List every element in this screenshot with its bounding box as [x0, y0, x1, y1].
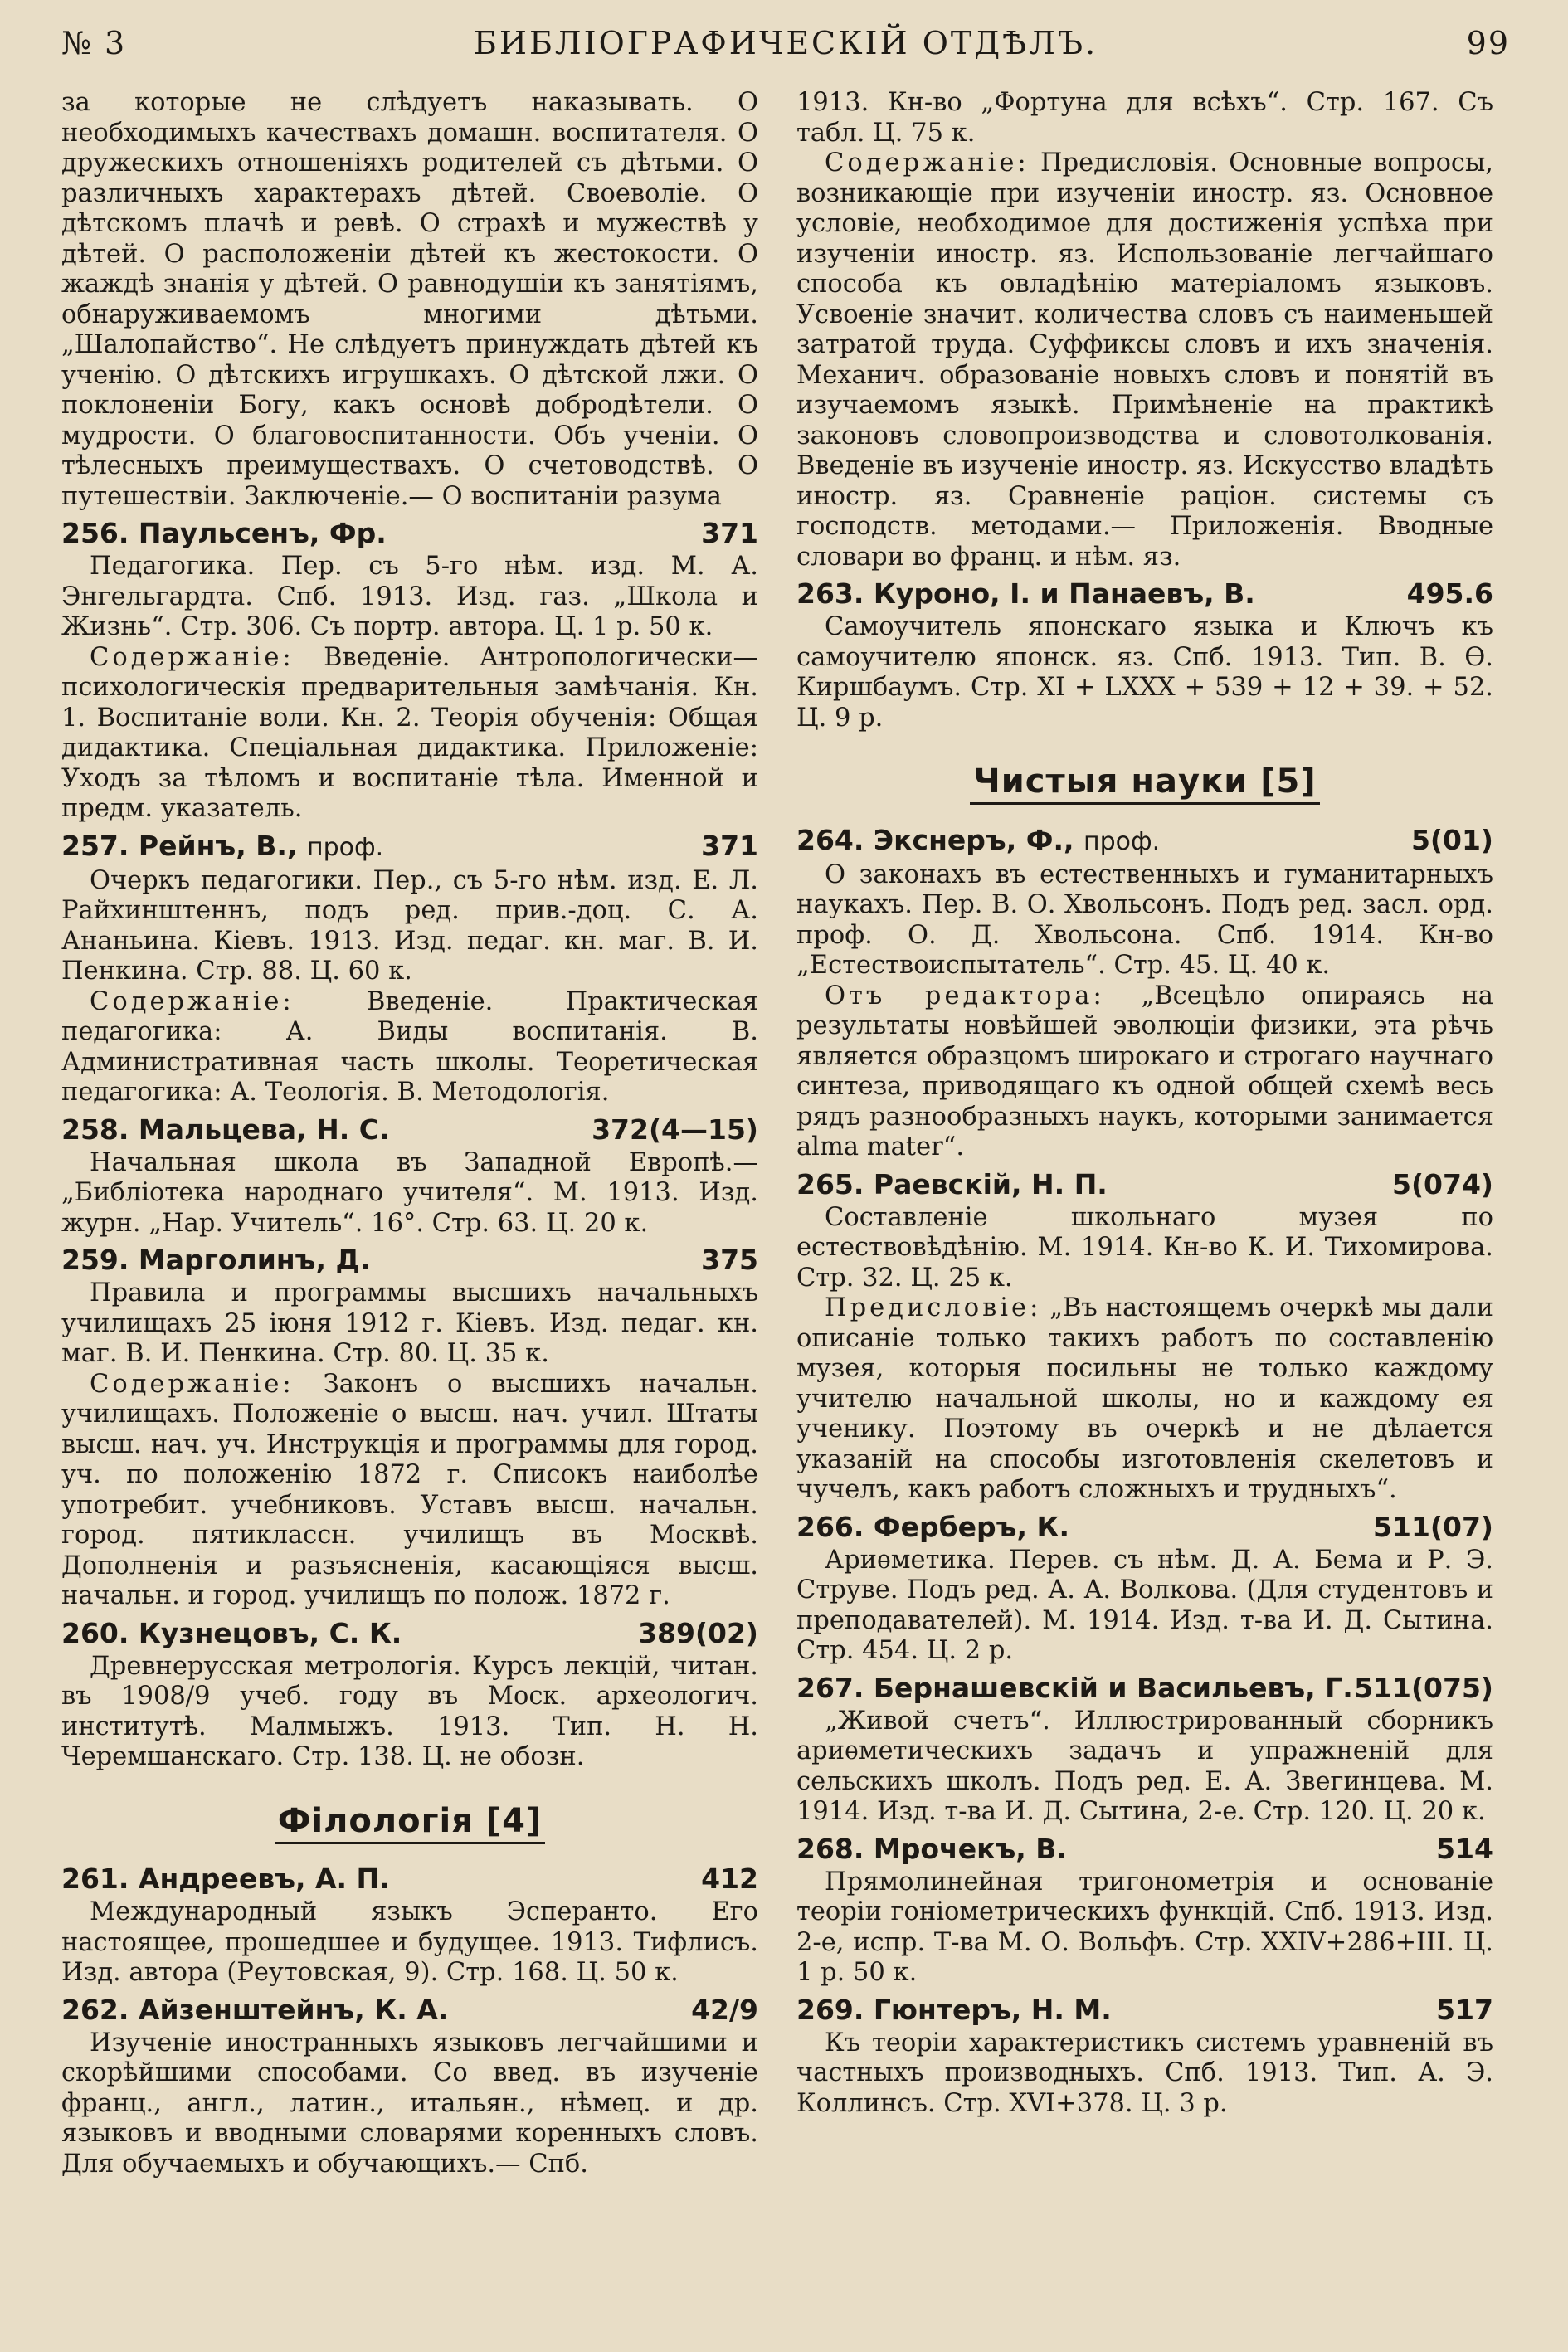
entry-author: 265. Раевскій, Н. П. — [796, 1167, 1108, 1200]
entry-author: 262. Айзенштейнъ, К. А. — [61, 1993, 449, 2026]
entry-author — [61, 828, 383, 866]
entry-heading — [796, 1831, 1493, 1867]
entry-author: 256. Паульсенъ, Фр. — [61, 517, 387, 549]
running-header — [61, 25, 1510, 83]
entry-author-name: 257. Рейнъ, В., — [61, 829, 298, 862]
contents-label: Содержаніе: — [90, 986, 295, 1016]
entry-code: 5(01) — [1410, 823, 1493, 856]
entry-contents — [61, 643, 758, 825]
entry-text: Очеркъ педагогики. Пер., съ 5-го нѣм. изд. Е. Л. Райхинштеннъ, подъ ред. прив.-доц. С. А. Ананьина. Кіевъ. 1913. Изд. педаг. кн. маг. В. И. Пенкина. Стр. 88. Ц. 60 к. — [61, 865, 758, 986]
entry-heading — [61, 1992, 758, 2028]
entry-author: 266. Ферберъ, К. — [796, 1510, 1070, 1543]
entry-heading — [61, 1861, 758, 1897]
section-heading — [61, 1801, 758, 1840]
entry-heading — [61, 1615, 758, 1652]
entry-author-title: проф. — [306, 832, 384, 862]
issue-number: № 3 — [61, 25, 127, 61]
entry-contents — [796, 981, 1493, 1163]
entry-code: 389(02) — [638, 1616, 758, 1649]
entry-author-name: 264. Экснеръ, Ф., — [796, 823, 1074, 856]
contents-text: Предисловія. Основные вопросы, возникающіе при изученіи иностр. яз. Основное условіе, необходимое для достиженія успѣха при изученіи иностр. яз. Использованіе легчайшаго способа къ овладѣнію матеріаломъ языковъ. Усвоеніе значит. количества словъ съ наименьшей затратой труда. Суффиксы словъ и ихъ значенія. Механич. образованіе новыхъ словъ и понятій въ изучаемомъ языкѣ. Примѣненіе на практикѣ законовъ словопроизводства и словотолкованія. Введеніе въ изученіе иностр. яз. Искусство владѣть иностр. яз. Сравненіе раціон. системы съ господств. методами.— Приложенія. Вводные словари во франц. и нѣм. яз. — [796, 149, 1493, 572]
entry-contents — [796, 1293, 1493, 1506]
page-number: 99 — [1466, 25, 1510, 61]
entry-heading — [796, 822, 1493, 860]
entry-author: 268. Мрочекъ, В. — [796, 1832, 1067, 1865]
entry-code: 412 — [701, 1863, 758, 1895]
entry-text: Начальная школа въ Западной Европѣ.—„Библіотека народнаго учителя“. М. 1913. Изд. журн. „Нар. Учитель“. 16°. Стр. 63. Ц. 20 к. — [61, 1147, 758, 1238]
entry-text: Изученіе иностранныхъ языковъ легчайшими и скорѣйшими способами. Со введ. въ изученіе франц., англ., латин., итальян., нѣмец. и др. языковъ и вводными словарями коренныхъ словъ. Для обучаемыхъ и обучающихъ.— Спб. — [61, 2028, 758, 2179]
entry-contents — [61, 1370, 758, 1612]
entry-heading — [796, 576, 1493, 612]
contents-label: Содержаніе: — [90, 1369, 295, 1399]
entry-author: 263. Куроно, І. и Панаевъ, В. — [796, 577, 1255, 610]
entry-text: О законахъ въ естественныхъ и гуманитарныхъ наукахъ. Пер. В. О. Хвольсонъ. Подъ ред. засл. орд. проф. О. Д. Хвольсона. Спб. 1914. Кн-во „Естествоиспытатель“. Стр. 45. Ц. 40 к. — [796, 859, 1493, 980]
entry-text: Древнерусская метрологія. Курсъ лекцій, читан. въ 1908/9 учеб. году въ Моск. археологич. институтѣ. Малмыжъ. 1913. Тип. Н. Н. Черемшанскаго. Стр. 138. Ц. не обозн. — [61, 1651, 758, 1771]
entry-heading — [61, 1242, 758, 1278]
entry-code: 495.6 — [1406, 577, 1493, 610]
entry-author: 267. Бернашевскій и Васильевъ, Г. — [796, 1671, 1353, 1704]
entry-author: 261. Андреевъ, А. П. — [61, 1863, 390, 1895]
section-title: Філологія [4] — [275, 1802, 546, 1844]
entry-code: 371 — [701, 517, 758, 549]
entry-heading — [61, 828, 758, 866]
contents-text: Законъ о высшихъ начальн. училищахъ. Положеніе о высш. нач. учил. Штаты высш. нач. уч. Инструкція и программы для город. уч. по положенію 1872 г. Списокъ наиболѣе употребит. учебниковъ. Уставъ высш. начальн. город. пятиклассн. училищъ въ Москвѣ. Дополненія и разъясненія, касающіяся высш. начальн. и город. училищъ по полож. 1872 г. — [61, 1369, 758, 1610]
contents-text: „Всецѣло опираясь на результаты новѣйшей эволюціи физики, эта рѣчь является образцомъ широкаго и строгаго научнаго синтеза, приводящаго къ одной общей схемѣ весь рядъ разнообразныхъ наукъ, которыми занимается alma mater“. — [796, 981, 1493, 1161]
entry-author: 258. Мальцева, Н. С. — [61, 1113, 390, 1146]
entry-text: Международный языкъ Эсперанто. Его настоящее, прошедшее и будущее. 1913. Тифлисъ. Изд. автора (Реутовская, 9). Стр. 168. Ц. 50 к. — [61, 1897, 758, 1987]
entry-contents — [61, 987, 758, 1108]
entry-heading — [796, 1670, 1493, 1707]
contents-label: Предисловіе: — [825, 1293, 1042, 1322]
entry-heading — [796, 1166, 1493, 1203]
entry-code: 42/9 — [691, 1993, 758, 2026]
entry-text: Ариѳметика. Перев. съ нѣм. Д. А. Бема и Р. Э. Струве. Подъ ред. А. А. Волкова. (Для студентовъ и преподавателей). М. 1914. Изд. т-ва И. Д. Сытина. Стр. 454. Ц. 2 р. — [796, 1545, 1493, 1665]
entry-text: Составленіе школьнаго музея по естествовѣдѣнію. М. 1914. Кн-во К. И. Тихомирова. Стр. 32. Ц. 25 к. — [796, 1202, 1493, 1293]
continued-text: за которые не слѣдуетъ наказывать. О необходимыхъ качествахъ домашн. воспитателя. О дружескихъ отношеніяхъ родителей съ дѣтьми. О различныхъ характерахъ дѣтей. Своеволіе. О дѣтскомъ плачѣ и ревѣ. О страхѣ и мужествѣ у дѣтей. О расположеніи дѣтей къ жестокости. О жаждѣ знанія у дѣтей. О равнодушіи къ занятіямъ, обнаруживаемомъ многими дѣтьми. „Шалопайство“. Не слѣдуетъ принуждать дѣтей къ ученію. О дѣтскихъ игрушкахъ. О дѣтской лжи. О поклоненіи Богу, какъ основѣ добродѣтели. О мудрости. О благовоспитанности. Объ ученіи. О тѣлесныхъ преимуществахъ. О счетоводствѣ. О путешествіи. Заключеніе.— О воспитаніи разума — [61, 88, 758, 511]
entry-code: 372(4—15) — [592, 1113, 758, 1146]
entry-text: Правила и программы высшихъ начальныхъ училищахъ 25 іюня 1912 г. Кіевъ. Изд. педаг. кн. маг. В. И. Пенкина. Стр. 80. Ц. 35 к. — [61, 1278, 758, 1368]
contents-label: Отъ редактора: — [825, 981, 1105, 1010]
entry-text: „Живой счетъ“. Иллюстрированный сборникъ ариѳметическихъ задачъ и упражненій для сельскихъ школъ. Подъ ред. Е. А. Звегинцева. М. 1914. Изд. т-ва И. Д. Сытина, 2-е. Стр. 120. Ц. 20 к. — [796, 1706, 1493, 1826]
section-title: Чистыя науки [5] — [970, 762, 1319, 805]
entry-code: 511(07) — [1373, 1510, 1493, 1543]
contents-text: „Въ настоящемъ очеркѣ мы дали описаніе только такихъ работъ по составленію музея, которыя посильны не только каждому учителю начальной школы, но и каждому ея ученику. Поэтому въ очеркѣ и не дѣлается указаній на способы изготовленія скелетовъ и чучелъ, какъ работъ сложныхъ и трудныхъ“. — [796, 1293, 1493, 1504]
entry-code: 375 — [701, 1244, 758, 1276]
entry-heading — [61, 515, 758, 552]
page-title: БИБЛІОГРАФИЧЕСКІЙ ОТДѢЛЪ. — [473, 25, 1098, 61]
entry-text: Прямолинейная тригонометрія и основаніе теоріи гоніометрическихъ функцій. Спб. 1913. Изд. 2-е, испр. Т-ва М. О. Вольфъ. Стр. XXIV+286+III. Ц. 1 р. 50 к. — [796, 1867, 1493, 1987]
entry-code: 514 — [1436, 1832, 1493, 1865]
contents-label: Содержаніе: — [825, 149, 1030, 178]
entry-author — [796, 822, 1160, 860]
entry-heading — [61, 1112, 758, 1148]
entry-author: 269. Гюнтеръ, Н. М. — [796, 1993, 1112, 2026]
right-column — [796, 88, 1493, 2179]
entry-contents — [796, 149, 1493, 572]
section-heading — [796, 762, 1493, 801]
entry-code: 5(074) — [1391, 1167, 1493, 1200]
continued-text: 1913. Кн-во „Фортуна для всѣхъ“. Стр. 167. Съ табл. Ц. 75 к. — [796, 88, 1493, 148]
contents-label: Содержаніе: — [90, 642, 295, 672]
entry-code: 517 — [1436, 1993, 1493, 2026]
entry-author: 259. Марголинъ, Д. — [61, 1244, 371, 1276]
entry-code: 371 — [701, 829, 758, 862]
contents-text: Введеніе. Антропологически—психологическія предварительныя замѣчанія. Кн. 1. Воспитаніе воли. Кн. 2. Теорія обученія: Общая дидактика. Спеціальная дидактика. Приложеніе: Уходъ за тѣломъ и воспитаніе тѣла. Именной и предм. указатель. — [61, 642, 758, 823]
entry-text: Педагогика. Пер. съ 5-го нѣм. изд. М. А. Энгельгардта. Спб. 1913. Изд. газ. „Школа и Жизнь“. Стр. 306. Съ портр. автора. Ц. 1 р. 50 к. — [61, 552, 758, 641]
entry-code: 511(075) — [1354, 1671, 1493, 1704]
entry-text: Къ теоріи характеристикъ системъ уравненій въ частныхъ производныхъ. Спб. 1913. Тип. А. Э. Коллинсъ. Стр. XVI+378. Ц. 3 р. — [796, 2028, 1493, 2118]
contents-text: Введеніе. Практическая педагогика: А. Виды воспитанія. В. Административная часть школы. Теоретическая педагогика: А. Теологія. В. Методологія. — [61, 986, 758, 1107]
entry-text: Самоучитель японскаго языка и Ключъ къ самоучителю японск. яз. Спб. 1913. Тип. В. Ѳ. Киршбаумъ. Стр. XI + LXXX + 539 + 12 + 39. + 52. Ц. 9 р. — [796, 612, 1493, 733]
entry-author-title: проф. — [1083, 826, 1161, 856]
entry-heading — [796, 1992, 1493, 2028]
entry-author: 260. Кузнецовъ, С. К. — [61, 1616, 402, 1649]
entry-heading — [796, 1509, 1493, 1546]
columns — [61, 88, 1510, 2179]
left-column — [61, 88, 758, 2179]
